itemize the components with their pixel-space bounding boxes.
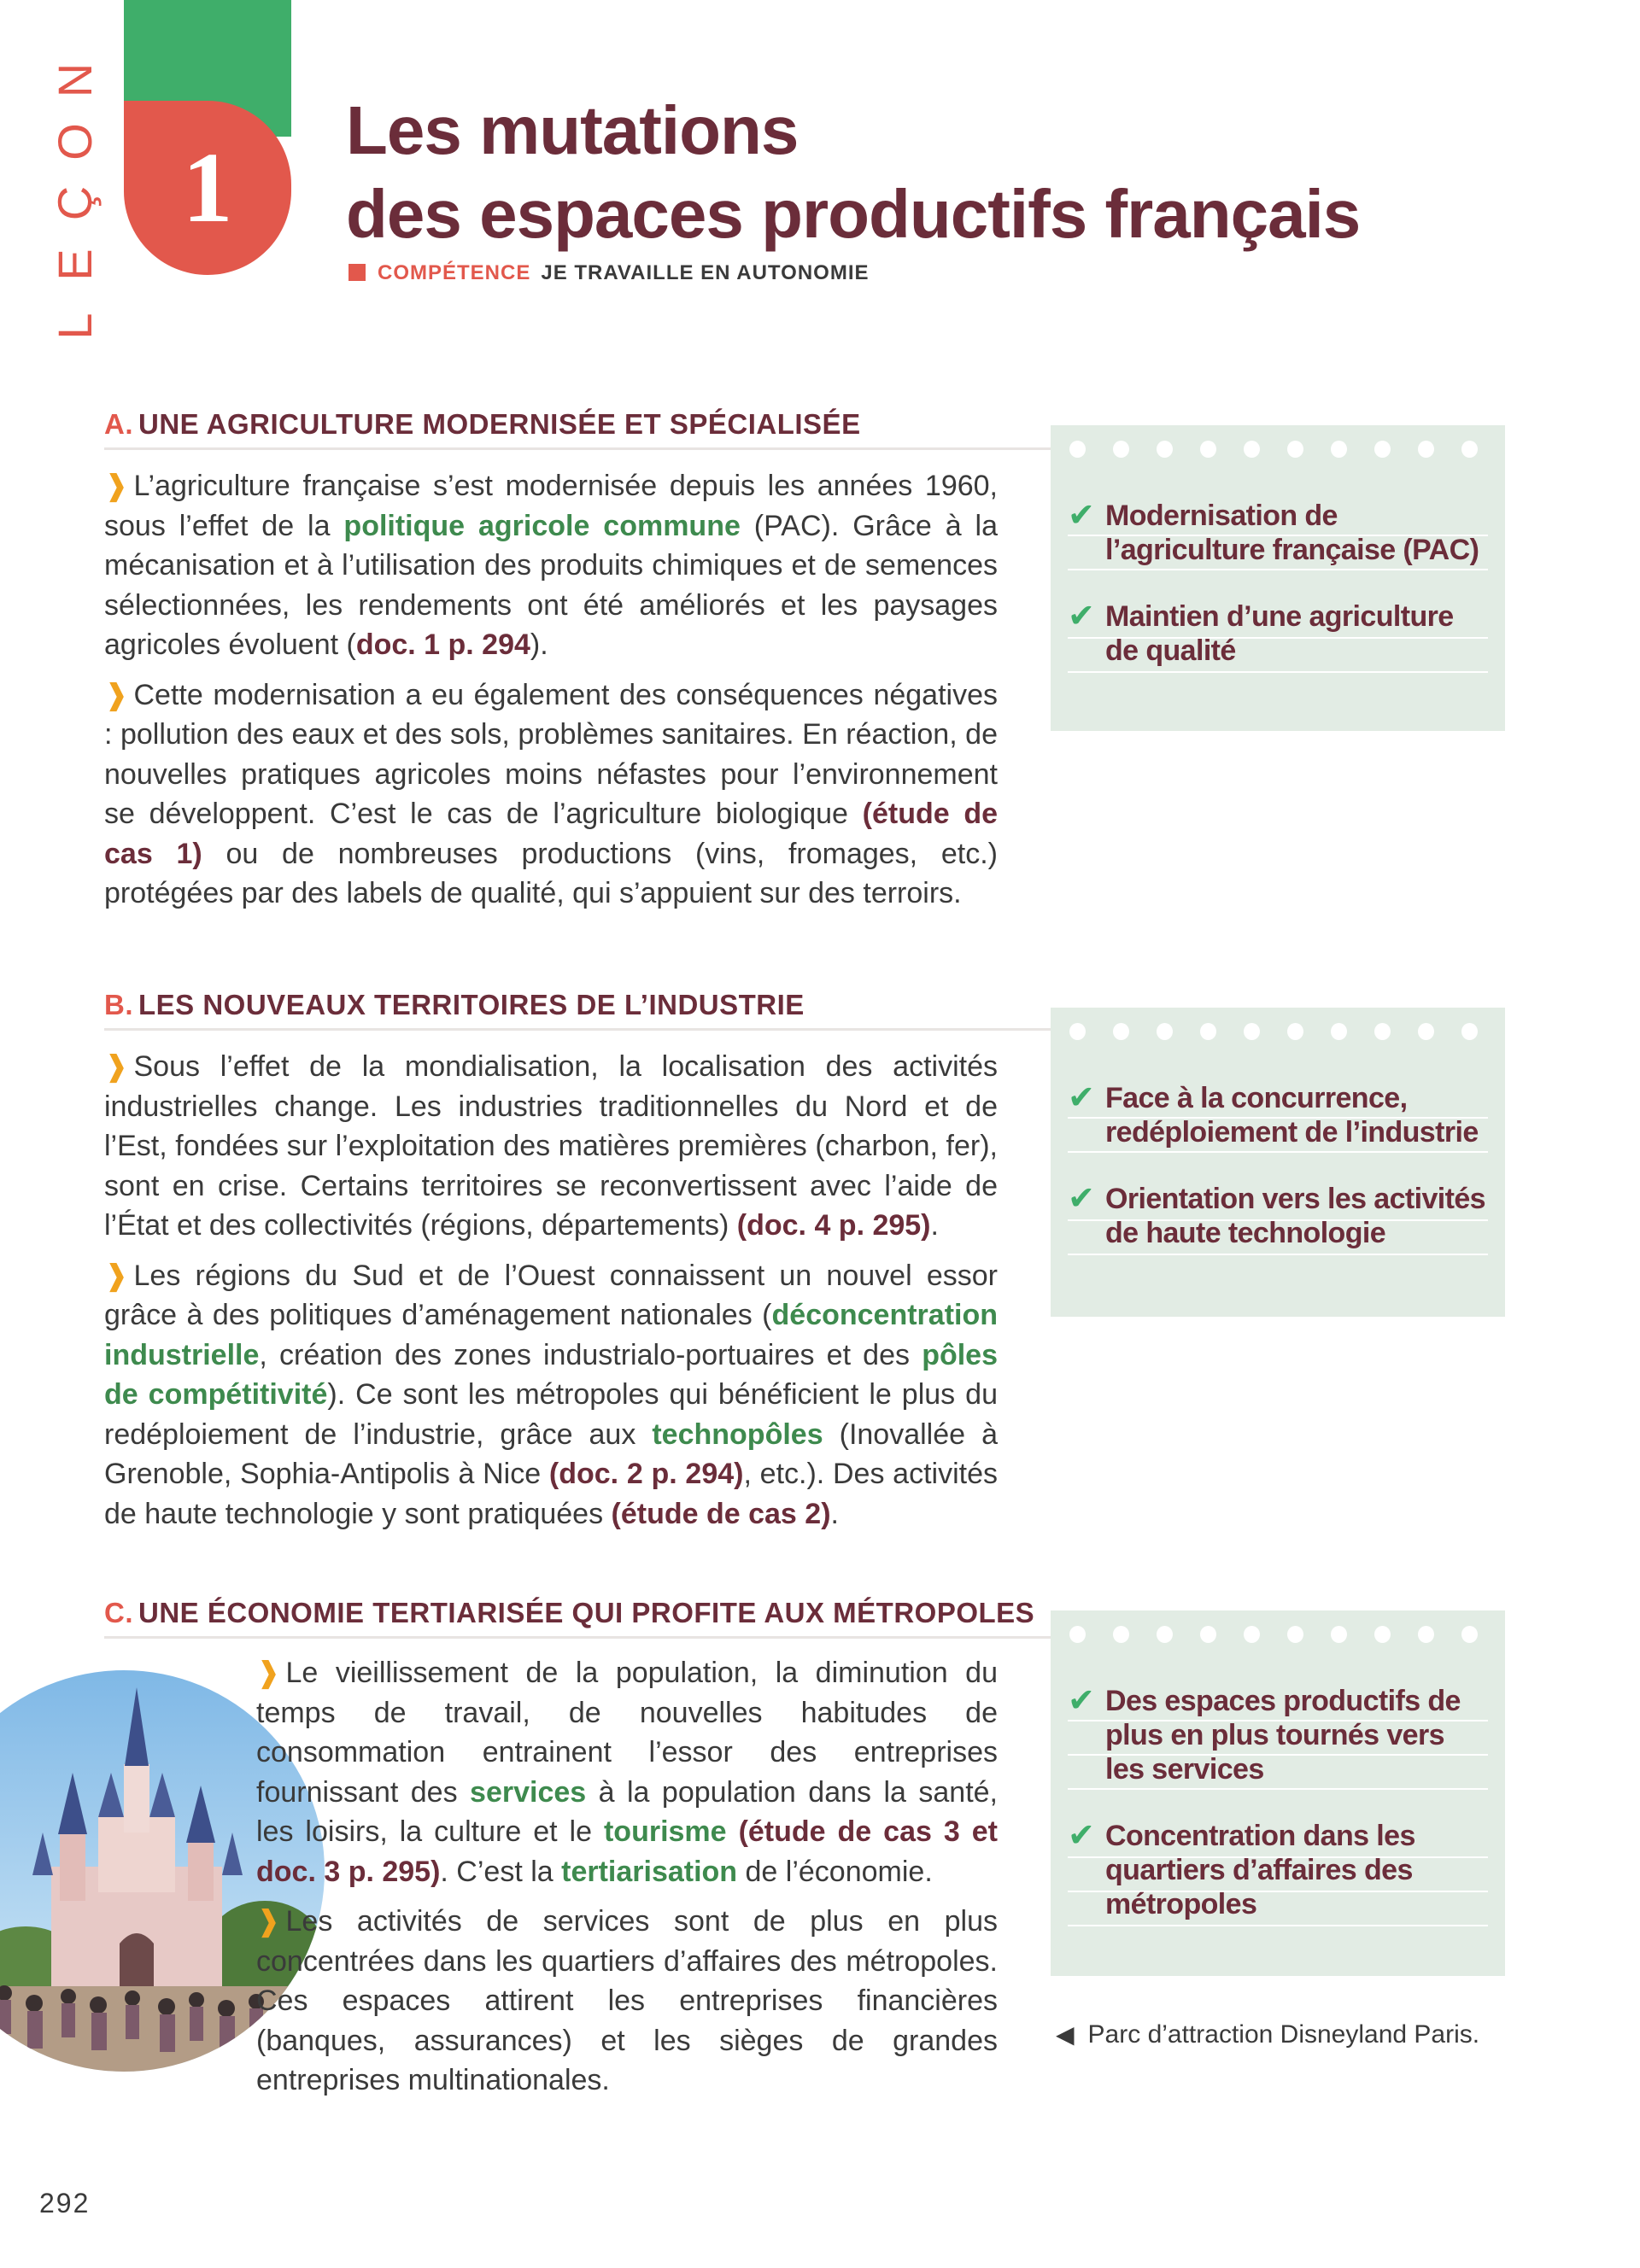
competence-label: COMPÉTENCE: [378, 261, 531, 284]
text: [727, 1815, 739, 1848]
text: ou de nombreuses productions (vins, fromages, etc.) protégées par des labels de qualité, qui s’appuient sur des terroirs.: [104, 837, 999, 909]
summary-note: ✔ Des espaces productifs de plus en plus tournés vers les services: [1068, 1683, 1461, 1786]
paragraph: [104, 675, 998, 914]
chevron-right-icon: ❱: [104, 1259, 129, 1292]
page-title: [346, 89, 1627, 256]
checkmark-icon: ✔: [1068, 1080, 1095, 1116]
text: L’agriculture française s’est modernisée depuis les années 1960, sous l’effet de la: [104, 470, 998, 542]
card-dots: [1051, 1008, 1505, 1040]
keyword: pôles de compétitivité: [104, 1338, 998, 1411]
competence-line: [348, 261, 870, 285]
section-letter: B.: [104, 989, 133, 1020]
summary-note: ✔ Maintien d’une agriculture de qualité: [1068, 599, 1454, 667]
section-a-body: [104, 466, 998, 914]
section-letter: C.: [104, 1597, 133, 1628]
paragraph: [104, 1256, 998, 1534]
text: ).: [530, 628, 548, 661]
summary-note: ✔ Face à la concurrence, redéploiement de l’industrie: [1068, 1080, 1479, 1149]
lecon-letter: L: [48, 313, 102, 340]
text: (Inovallée à Grenoble, Sophia-Antipolis à Nice: [104, 1418, 998, 1490]
text: Sous l’effet de la mondialisation, la localisation des activités industrielles change. Les industries traditionnelles du Nord et de l’Est, fondées sur l’exploitation des matières premières (charbon, fer), sont en crise. Certains territoires se reconvertissent avec l’aide de l’État et des collectivités (régions, départements): [104, 1050, 998, 1242]
doc-reference: (étude de cas 2): [611, 1497, 831, 1530]
text: de l’économie.: [737, 1855, 933, 1888]
chevron-right-icon: ❱: [104, 678, 129, 711]
paragraph: [248, 1653, 998, 1891]
title-line-1: Les mutations: [346, 92, 799, 168]
doc-reference: (doc. 2 p. 294): [548, 1458, 744, 1490]
page-number: 292: [39, 2188, 91, 2218]
summary-note: ✔ Concentration dans les quartiers d’affaires des métropoles: [1068, 1818, 1415, 1920]
keyword: tertiarisation: [561, 1855, 738, 1888]
chevron-right-icon: ❱: [256, 1657, 281, 1689]
text: Cette modernisation a eu également des conséquences négatives : pollution des eaux et des sols, problèmes sanitaires. En réaction, de nouvelles pratiques agricoles moins néfastes pour l’environnement se développent. C’est le cas de l’agriculture biologique: [104, 678, 998, 830]
section-title: LES NOUVEAUX TERRITOIRES DE L’INDUSTRIE: [138, 989, 805, 1020]
doc-reference: doc. 1 p. 294: [355, 628, 530, 661]
chevron-right-icon: ❱: [104, 1050, 129, 1083]
section-title: UNE AGRICULTURE MODERNISÉE ET SPÉCIALISÉE: [138, 408, 861, 440]
keyword: politique agricole commune: [343, 509, 741, 542]
lecon-vertical-label: [41, 50, 109, 357]
paragraph: [248, 1902, 998, 2101]
doc-reference: (étude de cas 3 et doc. 3 p. 295): [256, 1815, 999, 1888]
section-c-heading: [104, 1597, 1051, 1639]
photo-caption: [1056, 2020, 1479, 2049]
doc-reference: (doc. 4 p. 295): [736, 1209, 931, 1242]
section-b-heading: [104, 989, 1051, 1031]
keyword: tourisme: [603, 1815, 727, 1848]
text: .: [930, 1209, 939, 1242]
summary-note: ✔ Orientation vers les activités de haute technologie: [1068, 1181, 1485, 1249]
checkmark-icon: ✔: [1068, 1683, 1095, 1719]
lecon-letter: Ç: [48, 185, 102, 221]
competence-text: JE TRAVAILLE EN AUTONOMIE: [541, 261, 870, 284]
text: (PAC). Grâce à la mécanisation et à l’utilisation des produits chimiques et de semences sélectionnées, les rendements ont été améliorés et les paysages agricoles évoluent (: [104, 509, 998, 661]
section-b-body: [104, 1047, 998, 1534]
text: ). Ce sont les métropoles qui bénéficient le plus du redéploiement de l’industrie, grâce aux: [104, 1378, 998, 1451]
text: .: [830, 1497, 839, 1530]
triangle-left-icon: ◀: [1056, 2021, 1075, 2048]
section-a-heading: [104, 408, 1051, 450]
text: Les activités de services sont de plus en plus concentrées dans les quartiers d’affaires des métropoles. Ces espaces attirent les entreprises financières (banques, assurances) et les sièges de grandes entreprises multinationales.: [256, 1905, 998, 2096]
chevron-right-icon: ❱: [256, 1905, 281, 1938]
section-c-body: [248, 1653, 998, 2101]
text: , etc.). Des activités de haute technologie y sont pratiquées: [104, 1458, 999, 1530]
card-dots: [1051, 1610, 1505, 1643]
text: . C’est la: [440, 1855, 562, 1888]
text: Les régions du Sud et de l’Ouest connaissent un nouvel essor grâce à des politiques d’aménagement nationales (: [104, 1259, 998, 1331]
keyword: services: [470, 1775, 587, 1809]
lesson-number: 1: [182, 132, 233, 243]
caption-text: Parc d’attraction Disneyland Paris.: [1087, 2020, 1480, 2049]
summary-card-c: [1051, 1610, 1505, 1976]
lecon-letter: N: [48, 62, 102, 98]
checkmark-icon: ✔: [1068, 1818, 1095, 1854]
lecon-letter: O: [48, 123, 102, 161]
section-letter: A.: [104, 408, 133, 440]
card-dots: [1051, 425, 1505, 458]
keyword: déconcentration industrielle: [104, 1299, 998, 1371]
summary-note: ✔ Modernisation de l’agriculture française (PAC): [1068, 498, 1479, 566]
checkmark-icon: ✔: [1068, 1181, 1095, 1217]
section-title: UNE ÉCONOMIE TERTIARISÉE QUI PROFITE AUX MÉTROPOLES: [138, 1597, 1035, 1628]
chevron-right-icon: ❱: [104, 470, 129, 502]
text: Le vieillissement de la population, la diminution du temps de travail, de nouvelles habitudes de consommation entrainent l’essor des entreprises fournissant des: [256, 1657, 998, 1809]
text: , création des zones industrialo-portuaires et des: [259, 1338, 922, 1371]
paragraph: [104, 466, 998, 665]
keyword: technopôles: [652, 1418, 823, 1451]
summary-card-b: [1051, 1008, 1505, 1317]
summary-card-a: [1051, 425, 1505, 731]
checkmark-icon: ✔: [1068, 498, 1095, 534]
square-bullet-icon: [348, 264, 366, 281]
doc-reference: (étude de cas 1): [104, 798, 999, 870]
text: à la population dans la santé, les loisirs, la culture et le: [256, 1775, 999, 1848]
paragraph: [104, 1047, 998, 1246]
title-line-2: des espaces productifs français: [346, 176, 1361, 252]
lecon-letter: E: [48, 248, 102, 281]
checkmark-icon: ✔: [1068, 599, 1095, 634]
